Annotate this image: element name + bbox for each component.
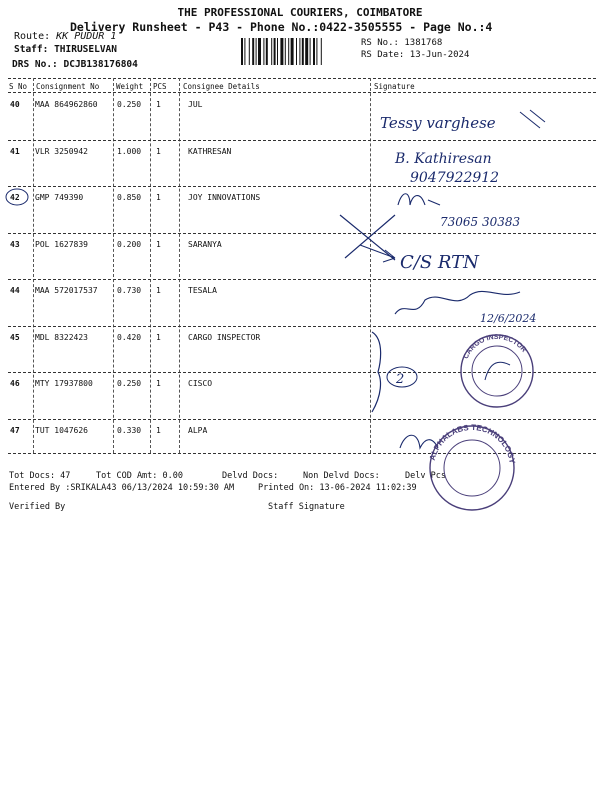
row-sno: 46	[10, 379, 20, 388]
table-top-rule	[8, 78, 596, 79]
runsheet-title: Delivery Runsheet - P43 - Phone No.:0422-3505555 - Page No.:4	[70, 20, 493, 34]
row-divider	[8, 279, 596, 280]
row-sno: 41	[10, 146, 20, 156]
drs-line	[12, 59, 138, 70]
row-pcs: 1	[156, 379, 161, 388]
row-sno: 43	[10, 239, 20, 249]
signature-row-40: Tessy varghese	[380, 114, 496, 132]
total-cod-amount: Tot COD Amt: 0.00	[96, 471, 183, 481]
svg-text:CARGO INSPECTOR: CARGO INSPECTOR	[462, 333, 528, 361]
staff-value: THIRUSELVAN	[54, 44, 117, 55]
row-consignment: GMP 749390	[35, 193, 84, 202]
delivered-pcs: Delv Pcs	[405, 471, 446, 481]
row-consignee: KATHRESAN	[188, 146, 232, 156]
total-docs: Tot Docs: 47	[9, 471, 71, 481]
phone-row-42: 73065 30383	[440, 215, 521, 229]
row-consignee: CISCO	[188, 379, 213, 388]
column-divider	[113, 78, 114, 453]
row-pcs: 1	[156, 332, 161, 342]
row-weight: 0.200	[117, 239, 142, 249]
row-sno: 42	[10, 193, 20, 202]
row-pcs: 1	[156, 193, 161, 202]
svg-text:ALPHALABS TECHNOLOGY: ALPHALABS TECHNOLOGY	[427, 422, 517, 465]
signature-row-41: B. Kathiresan	[395, 151, 492, 167]
col-header-pcs: PCS	[153, 82, 167, 91]
circle-mark	[387, 367, 417, 387]
row-pcs: 1	[156, 286, 161, 295]
row-pcs: 1	[156, 146, 161, 156]
cargo-inspector-stamp	[461, 334, 533, 407]
arrow-mark	[360, 245, 395, 262]
row-consignee: CARGO INSPECTOR	[188, 332, 261, 342]
row-sno: 44	[10, 286, 20, 295]
row-sno: 47	[10, 425, 20, 435]
row-weight: 0.850	[117, 193, 142, 202]
staff-signature: Staff Signature	[268, 502, 345, 512]
col-header-signature: Signature	[374, 82, 415, 91]
route-label: Route:	[14, 31, 51, 42]
entered-by: Entered By :SRIKALA43 06/13/2024 10:59:30 AM	[9, 483, 235, 493]
column-divider	[370, 78, 371, 453]
drs-label: DRS No.:	[12, 59, 58, 70]
row-weight: 0.420	[117, 332, 142, 342]
row-consignee: JOY INNOVATIONS	[188, 193, 261, 202]
col-header-weight: Weight	[116, 82, 144, 91]
printed-on: Printed On: 13-06-2024 11:02:39	[258, 483, 417, 493]
row-weight: 0.730	[117, 286, 142, 295]
row-weight: 0.330	[117, 425, 142, 435]
row-consignment: MTY 17937800	[35, 379, 93, 388]
route-value: KK PUDUR 1	[56, 31, 117, 42]
row-consignment: VLR 3250942	[35, 146, 88, 156]
staff-label: Staff:	[14, 44, 49, 55]
phone-row-41: 9047922912	[410, 170, 500, 186]
col-header-consignment: Consignment No	[36, 82, 100, 91]
row-consignment: MAA 572017537	[35, 286, 98, 295]
column-divider	[33, 78, 34, 453]
mark-row-45: 2	[396, 372, 405, 387]
row-consignee: TESALA	[188, 286, 217, 295]
signature-row-42	[398, 194, 440, 205]
route-line	[14, 31, 116, 42]
row-pcs: 1	[156, 100, 161, 109]
row-divider	[8, 233, 596, 234]
row-consignment: MAA 864962860	[35, 100, 98, 109]
runsheet-barcode	[241, 38, 356, 65]
row-consignment: MDL 8322423	[35, 332, 88, 342]
row-consignee: JUL	[188, 100, 203, 109]
row-sno: 40	[10, 100, 20, 109]
cross-mark	[340, 215, 395, 260]
signature-row-44	[395, 291, 520, 314]
row-divider	[8, 372, 596, 373]
date-row-44: 12/6/2024	[480, 312, 537, 325]
verified-by: Verified By	[9, 502, 66, 512]
row-pcs: 1	[156, 425, 161, 435]
row-sno: 45	[10, 332, 20, 342]
table-bottom-rule	[8, 453, 596, 454]
row-divider	[8, 419, 596, 420]
row-divider	[8, 326, 596, 327]
alphalabs-stamp	[428, 423, 517, 510]
column-divider	[150, 78, 151, 453]
staff-line	[14, 44, 117, 55]
rs-number: RS No.: 1381768	[361, 38, 443, 48]
table-header-rule	[8, 92, 596, 93]
non-delivered-docs: Non Delvd Docs:	[303, 471, 380, 481]
delivered-docs: Delvd Docs:	[222, 471, 279, 481]
row-divider	[8, 186, 596, 187]
row-consignee: ALPA	[188, 425, 208, 435]
row-weight: 0.250	[117, 100, 142, 109]
row-consignment: POL 1627839	[35, 239, 88, 249]
drs-value: DCJB138176804	[63, 59, 138, 70]
row-weight: 0.250	[117, 379, 142, 388]
signature-row-47	[400, 435, 438, 448]
rs-date: RS Date: 13-Jun-2024	[361, 50, 470, 60]
scribble-mark	[520, 110, 545, 128]
col-header-sno: S No	[9, 82, 28, 91]
row-weight: 1.000	[117, 146, 142, 156]
row-consignment: TUT 1047626	[35, 425, 88, 435]
note-row-43: C/S RTN	[400, 252, 479, 273]
company-title: THE PROFESSIONAL COURIERS, COIMBATORE	[177, 6, 423, 19]
row-consignee: SARANYA	[188, 239, 222, 249]
column-divider	[179, 78, 180, 453]
col-header-consignee: Consignee Details	[183, 82, 260, 91]
row-pcs: 1	[156, 239, 161, 249]
row-divider	[8, 140, 596, 141]
